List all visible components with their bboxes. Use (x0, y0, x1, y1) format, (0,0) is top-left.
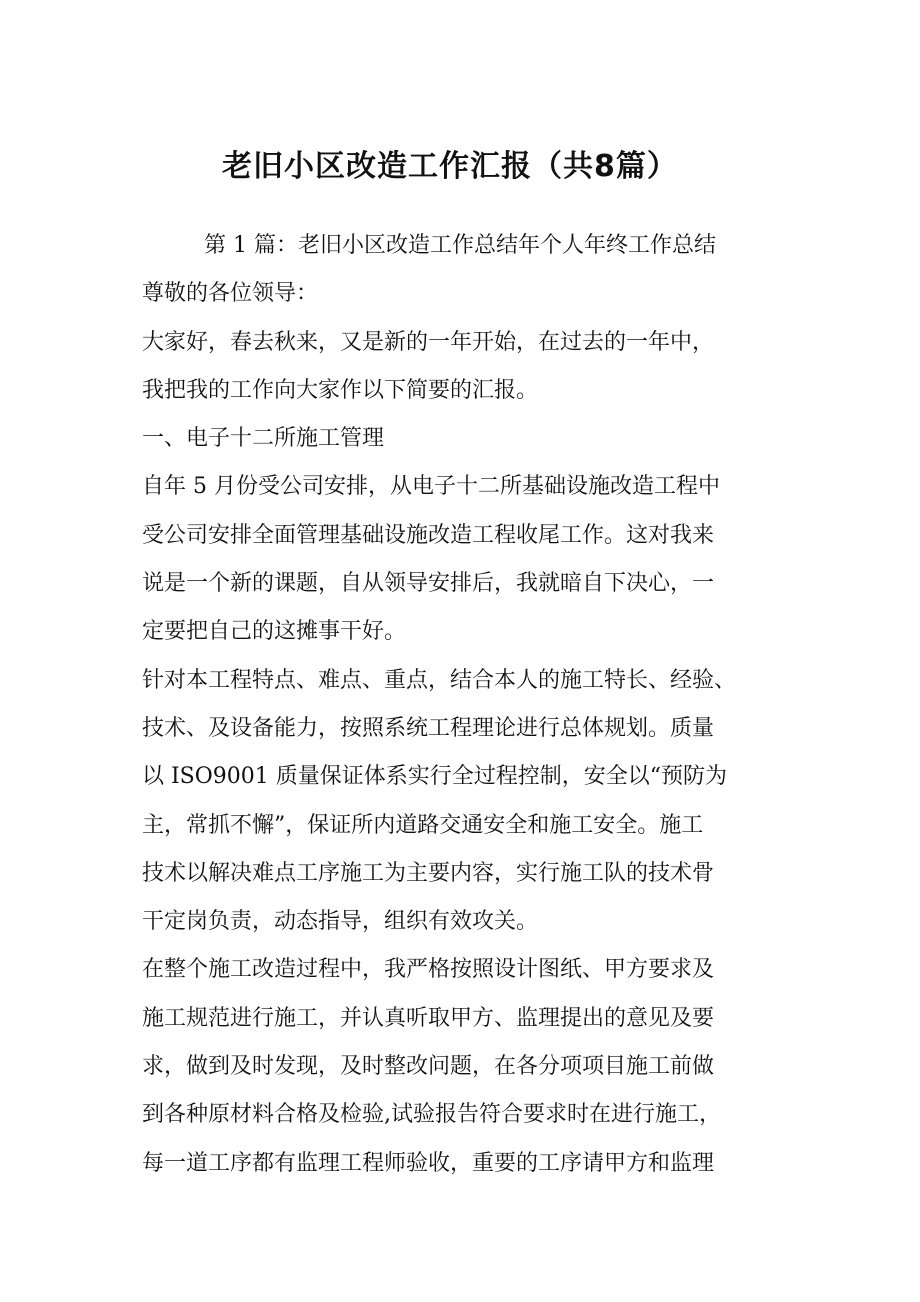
body-line: 到各种原材料合格及检验,试验报告符合要求时在进行施工， (142, 1102, 721, 1128)
body-line: 自年 5 月份受公司安排，从电子十二所基础设施改造工程中 (142, 474, 720, 500)
body-line: 在整个施工改造过程中，我严格按照设计图纸、甲方要求及 (142, 957, 715, 983)
section-heading: 第 1 篇：老旧小区改造工作总结年个人年终工作总结 (204, 233, 716, 258)
body-line: 技术以解决难点工序施工为主要内容，实行施工队的技术骨 (142, 860, 715, 886)
body-line: 技术、及设备能力，按照系统工程理论进行总体规划。质量 (142, 715, 715, 741)
body-line: 主，常抓不懈”，保证所内道路交通安全和施工安全。施工 (142, 812, 704, 838)
body-line: 受公司安排全面管理基础设施改造工程收尾工作。这对我来 (142, 522, 715, 548)
body-line: 干定岗负责，动态指导，组织有效攻关。 (142, 909, 539, 935)
body-line: 以 ISO9001 质量保证体系实行全过程控制，安全以“预防为 (142, 764, 728, 790)
subsection-heading: 一、电子十二所施工管理 (142, 426, 385, 452)
body-line: 说是一个新的课题，自从领导安排后，我就暗自下决心，一 (142, 571, 715, 597)
body-line: 定要把自己的这摊事干好。 (142, 619, 407, 645)
body-line: 我把我的工作向大家作以下简要的汇报。 (142, 377, 539, 403)
body-line: 求，做到及时发现，及时整改问题，在各分项项目施工前做 (142, 1054, 715, 1080)
document-body (142, 222, 792, 1188)
body-line: 针对本工程特点、难点、重点，结合本人的施工特长、经验、 (142, 667, 737, 693)
body-line: 施工规范进行施工，并认真听取甲方、监理提出的意见及要 (142, 1005, 715, 1031)
salutation: 尊敬的各位领导： (142, 281, 319, 307)
body-line: 每一道工序都有监理工程师验收，重要的工序请甲方和监理 (142, 1150, 715, 1176)
document-title: 老旧小区改造工作汇报（共8篇） (222, 149, 678, 184)
body-line: 大家好，春去秋来，又是新的一年开始，在过去的一年中， (142, 329, 715, 355)
